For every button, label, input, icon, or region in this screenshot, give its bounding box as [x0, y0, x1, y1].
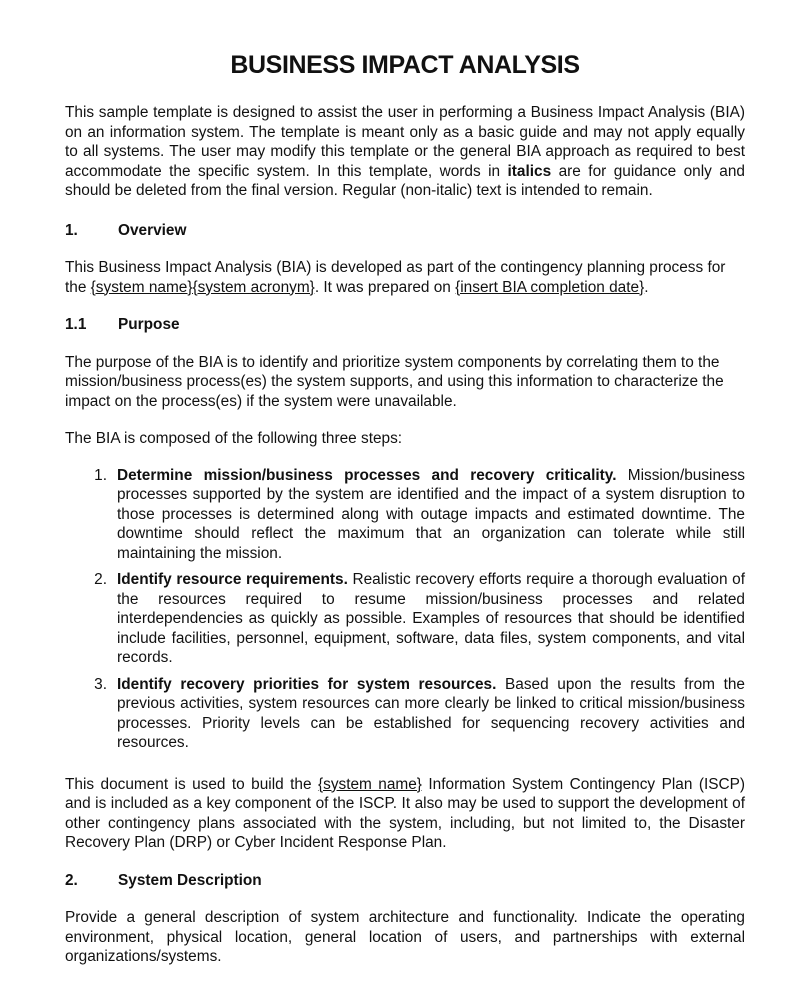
intro-text-1: This sample template is designed to assist the user in performing a Business Impact Analysis (BIA) on an information system. The template is meant only as a basic guide and may not apply equally to all systems. The user may modify this template or the general BIA approach as required to best accommodate the specific system. In this template, words in: [65, 104, 745, 180]
overview-text: . It was prepared on: [314, 278, 456, 296]
section-number: 2.: [65, 871, 78, 889]
italics-word: italics: [507, 162, 552, 180]
intro-text-2: are for guidance only and should be deleted from the final version. Regular (non-italic) text is intended to remain.: [65, 162, 745, 199]
step-number: 3.: [94, 675, 107, 693]
overview-text: This Business Impact Analysis (BIA) is developed as part of the contingency planning process for the: [65, 259, 726, 296]
overview-paragraph: [65, 258, 745, 297]
completion-date-placeholder: {insert BIA completion date}: [455, 278, 645, 296]
section-title: System Description: [118, 871, 262, 889]
section-1-heading: [65, 221, 745, 241]
section-title: Purpose: [118, 316, 180, 333]
step-title: Identify resource requirements.: [117, 571, 348, 588]
purpose-paragraph: The purpose of the BIA is to identify and prioritize system components by correlating them to the mission/business process(es) the system supports, and using this information to characterize the impact on the process(es) if the system were unavailable.: [65, 353, 724, 410]
step-body: Realistic recovery efforts require a thorough evaluation of the resources required to resume mission/business processes and related interdependencies as quickly as possible. Examples of resources that should be identified include facilities, personnel, equipment, software, data files, system components, and vital records.: [117, 571, 745, 666]
section-number: 1.: [65, 221, 78, 239]
step-body: Mission/business processes supported by the system are identified and the impact of a system disruption to those processes is determined along with outage impacts and estimated downtime. The downtime should reflect the maximum that an organization can tolerate while still maintaining the mission.: [117, 466, 745, 562]
step-body: Based upon the results from the previous activities, system resources can more clearly be linked to critical mission/business processes. Priority levels can be established for sequencing recovery activities and resources.: [117, 675, 745, 751]
overview-text: .: [644, 278, 649, 296]
iscp-text: This document is used to build the: [65, 775, 318, 793]
system-name-placeholder: {system name}: [317, 775, 422, 793]
step-title: Identify recovery priorities for system resources.: [117, 675, 497, 693]
iscp-paragraph: [65, 775, 745, 853]
step-number: 1.: [94, 466, 107, 484]
system-name-placeholder: {system name}: [90, 278, 193, 296]
step-number: 2.: [94, 571, 107, 588]
list-item: [65, 570, 745, 668]
steps-list: [65, 466, 745, 753]
section-number: 1.1: [65, 316, 87, 333]
section-2-heading: [65, 871, 745, 891]
list-item: [65, 675, 745, 753]
section-title: Overview: [118, 221, 187, 239]
step-title: Determine mission/business processes and recovery criticality.: [117, 466, 617, 484]
list-item: [65, 466, 745, 564]
intro-paragraph: [65, 103, 745, 201]
step-text: [117, 466, 745, 564]
steps-intro: The BIA is composed of the following three steps:: [65, 430, 403, 447]
page-title: BUSINESS IMPACT ANALYSIS: [230, 51, 580, 79]
step-text: [117, 675, 745, 753]
iscp-text: Information System Contingency Plan (ISCP) and is included as a key component of the ISCP. It also may be used to support the development of other contingency plans associated with the system, including, but not limited to, the Disaster Recovery Plan (DRP) or Cyber Incident Response Plan.: [65, 775, 745, 851]
system-description-paragraph: Provide a general description of system architecture and functionality. Indicate the operating environment, physical location, general location of users, and partnerships with external organizations/systems.: [65, 909, 745, 965]
system-acronym-placeholder: {system acronym}: [192, 278, 315, 296]
section-1-1-heading: [65, 315, 745, 335]
step-text: [117, 570, 745, 668]
